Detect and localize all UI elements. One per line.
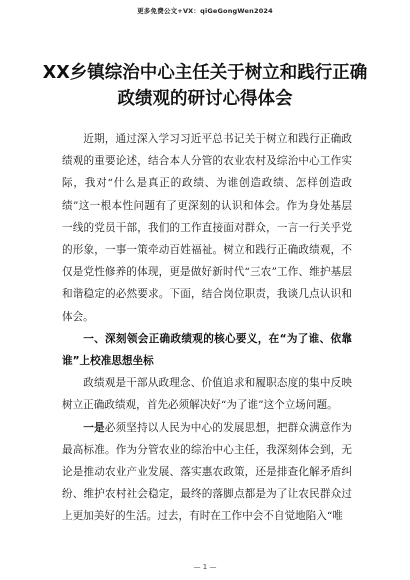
section-heading: 一、深刻领会正确政绩观的核心要义，在“为了谁、依靠谁”上校准思想坐标 [62,332,352,368]
intro-paragraph: 近期，通过深入学习习近平总书记关于树立和践行正确政绩观的重要论述，结合本人分管的农业农村及综治中心工作实际，我对“什么是真正的政绩、为谁创造政绩、怎样创造政绩”这一根本性问题有了更深刻的认识和体会。作为身处基层一线的党员干部，我们的工作直接面对群众，一言一行关乎党的形象，一事一策牵动百姓福祉。树立和践行正确政绩观，不仅是党性修养的体现，更是做好新时代“三农”工作、维护基层和谐稳定的必然要求。下面，结合岗位职责，我谈几点认识和体会。 [62,133,352,323]
page-number: — 1 — [193,563,217,571]
body-paragraph: 政绩观是干部从政理念、价值追求和履职态度的集中反映树立正确政绩观，首先必须解决好“为了谁”这个立场问题。 [62,377,352,412]
document-body [62,128,352,528]
document-title: XX乡镇综治中心主任关于树立和践行正确政绩观的研讨心得体会 [42,63,368,109]
header-note: 更多免费公文+VX：qiGeGongWen2024 [137,7,273,15]
paragraph-lead: 一是 [83,421,105,434]
paragraph-lead-text: 必须坚持以人民为中心的发展思想，把群众满意作为最高标准。作为分管农业的综治中心主任，我深刻体会到，无论是推动农业产业发展、落实惠农政策，还是排查化解矛盾纠纷、维护农村社会稳定，最终的落脚点都是为了让农民群众过上更加美好的生活。过去，有时在工作中会不自觉地陷入“唯 [62,421,353,523]
body-paragraph-lead [62,417,352,528]
